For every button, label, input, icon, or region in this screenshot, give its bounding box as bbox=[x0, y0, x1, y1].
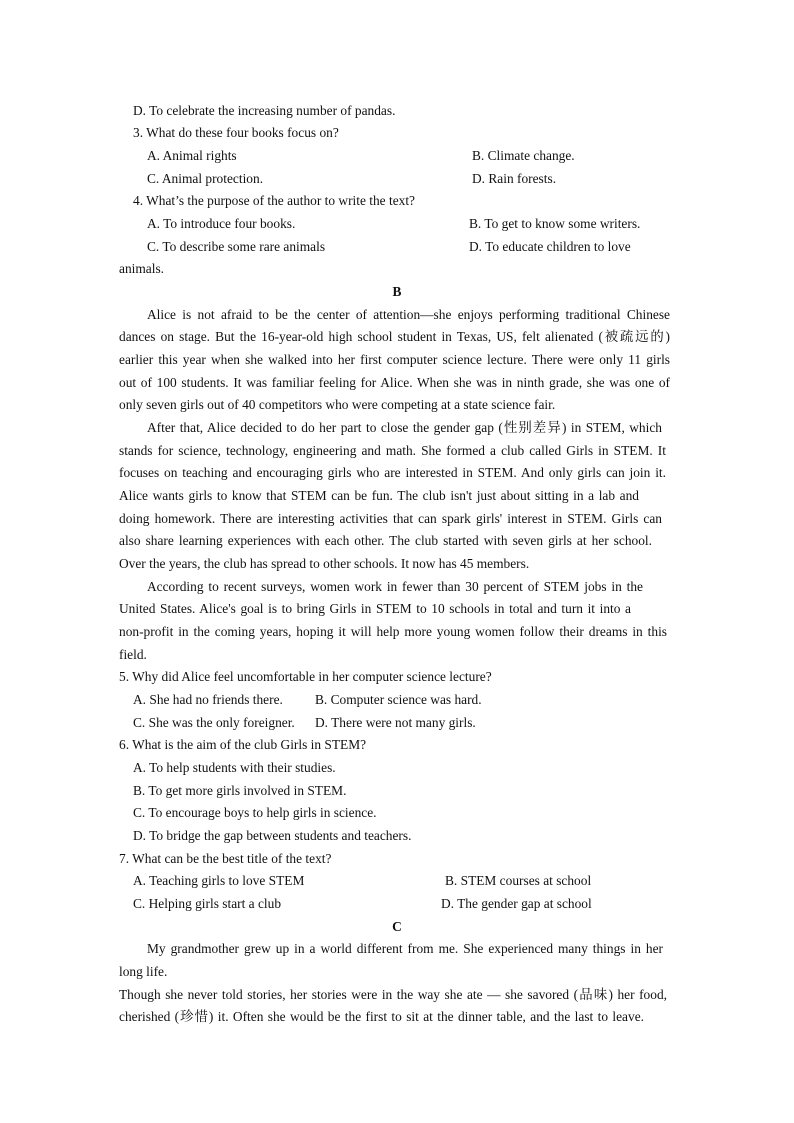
passage-b-line: Alice is not afraid to be the center of attention—she enjoys performing traditional Chinese bbox=[147, 307, 670, 322]
q3-option-c: C. Animal protection. bbox=[147, 171, 264, 186]
q7-option-a: A. Teaching girls to love STEM bbox=[133, 873, 305, 888]
q6-stem: 6. What is the aim of the club Girls in STEM? bbox=[119, 737, 367, 752]
q3-option-b: B. Climate change. bbox=[472, 148, 575, 163]
q3-option-d: D. Rain forests. bbox=[472, 171, 557, 186]
q7-option-d: D. The gender gap at school bbox=[441, 896, 592, 911]
passage-b-line: stands for science, technology, engineering and math. She formed a club called Girls in STEM. It bbox=[119, 443, 666, 458]
q7-option-c: C. Helping girls start a club bbox=[133, 896, 282, 911]
passage-c-line: long life. bbox=[119, 964, 168, 979]
q5-option-d: D. There were not many girls. bbox=[315, 715, 476, 730]
q7-stem: 7. What can be the best title of the text? bbox=[119, 851, 332, 866]
passage-b-line: Over the years, the club has spread to other schools. It now has 45 members. bbox=[119, 556, 530, 571]
passage-b-line: out of 100 students. It was familiar feeling for Alice. When she was in ninth grade, she was one of bbox=[119, 375, 670, 390]
passage-b-line: focuses on teaching and encouraging girls who are interested in STEM. And only girls can join it. bbox=[119, 465, 666, 480]
passage-b-line: also share learning experiences with each other. The club started with seven girls at her school. bbox=[119, 533, 652, 548]
passage-b-line: After that, Alice decided to do her part to close the gender gap (性别差异) in STEM, which bbox=[147, 420, 662, 435]
passage-b-line: only seven girls out of 40 competitors who were competing at a state science fair. bbox=[119, 397, 556, 412]
q6-option-a: A. To help students with their studies. bbox=[133, 760, 336, 775]
q6-option-d: D. To bridge the gap between students and teachers. bbox=[133, 828, 412, 843]
section-b-heading: B bbox=[392, 284, 402, 299]
q4-stem: 4. What’s the purpose of the author to write the text? bbox=[133, 193, 415, 208]
passage-b-line: earlier this year when she walked into her first computer science lecture. There were only 11 girls bbox=[119, 352, 670, 367]
q4-option-d-continued: animals. bbox=[119, 261, 164, 276]
q4-option-c: C. To describe some rare animals bbox=[147, 239, 326, 254]
passage-b-line: Alice wants girls to know that STEM can be fun. The club isn't just about sitting in a lab and bbox=[119, 488, 639, 503]
q5-option-a: A. She had no friends there. bbox=[133, 692, 283, 707]
passage-b-line: dances on stage. But the 16-year-old high school student in Texas, US, felt alienated (被疏远的) bbox=[119, 329, 670, 344]
q7-option-b: B. STEM courses at school bbox=[445, 873, 592, 888]
passage-c-line: Though she never told stories, her stories were in the way she ate — she savored (品味) her food, bbox=[119, 987, 667, 1002]
q3-option-a: A. Animal rights bbox=[147, 148, 237, 163]
q6-option-b: B. To get more girls involved in STEM. bbox=[133, 783, 347, 798]
q5-stem: 5. Why did Alice feel uncomfortable in her computer science lecture? bbox=[119, 669, 492, 684]
q6-option-c: C. To encourage boys to help girls in science. bbox=[133, 805, 377, 820]
passage-b-line: doing homework. There are interesting activities that can spark girls' interest in STEM. Girls can bbox=[119, 511, 662, 526]
q4-option-b: B. To get to know some writers. bbox=[469, 216, 641, 231]
passage-b-line: field. bbox=[119, 647, 147, 662]
q5-option-b: B. Computer science was hard. bbox=[315, 692, 482, 707]
passage-b-line: According to recent surveys, women work in fewer than 30 percent of STEM jobs in the bbox=[147, 579, 643, 594]
q4-option-a: A. To introduce four books. bbox=[147, 216, 296, 231]
passage-b-line: non-profit in the coming years, hoping it will help more young women follow their dreams in this bbox=[119, 624, 667, 639]
passage-b-line: United States. Alice's goal is to bring Girls in STEM to 10 schools in total and turn it into a bbox=[119, 601, 631, 616]
section-c-heading: C bbox=[392, 919, 402, 934]
passage-c-line: My grandmother grew up in a world different from me. She experienced many things in her bbox=[147, 941, 663, 956]
q4-option-d: D. To educate children to love bbox=[469, 239, 631, 254]
q3-stem: 3. What do these four books focus on? bbox=[133, 125, 339, 140]
passage-c-line: cherished (珍惜) it. Often she would be the first to sit at the dinner table, and the last to leave. bbox=[119, 1009, 644, 1024]
q2-option-d: D. To celebrate the increasing number of pandas. bbox=[133, 103, 396, 118]
q5-option-c: C. She was the only foreigner. bbox=[133, 715, 295, 730]
